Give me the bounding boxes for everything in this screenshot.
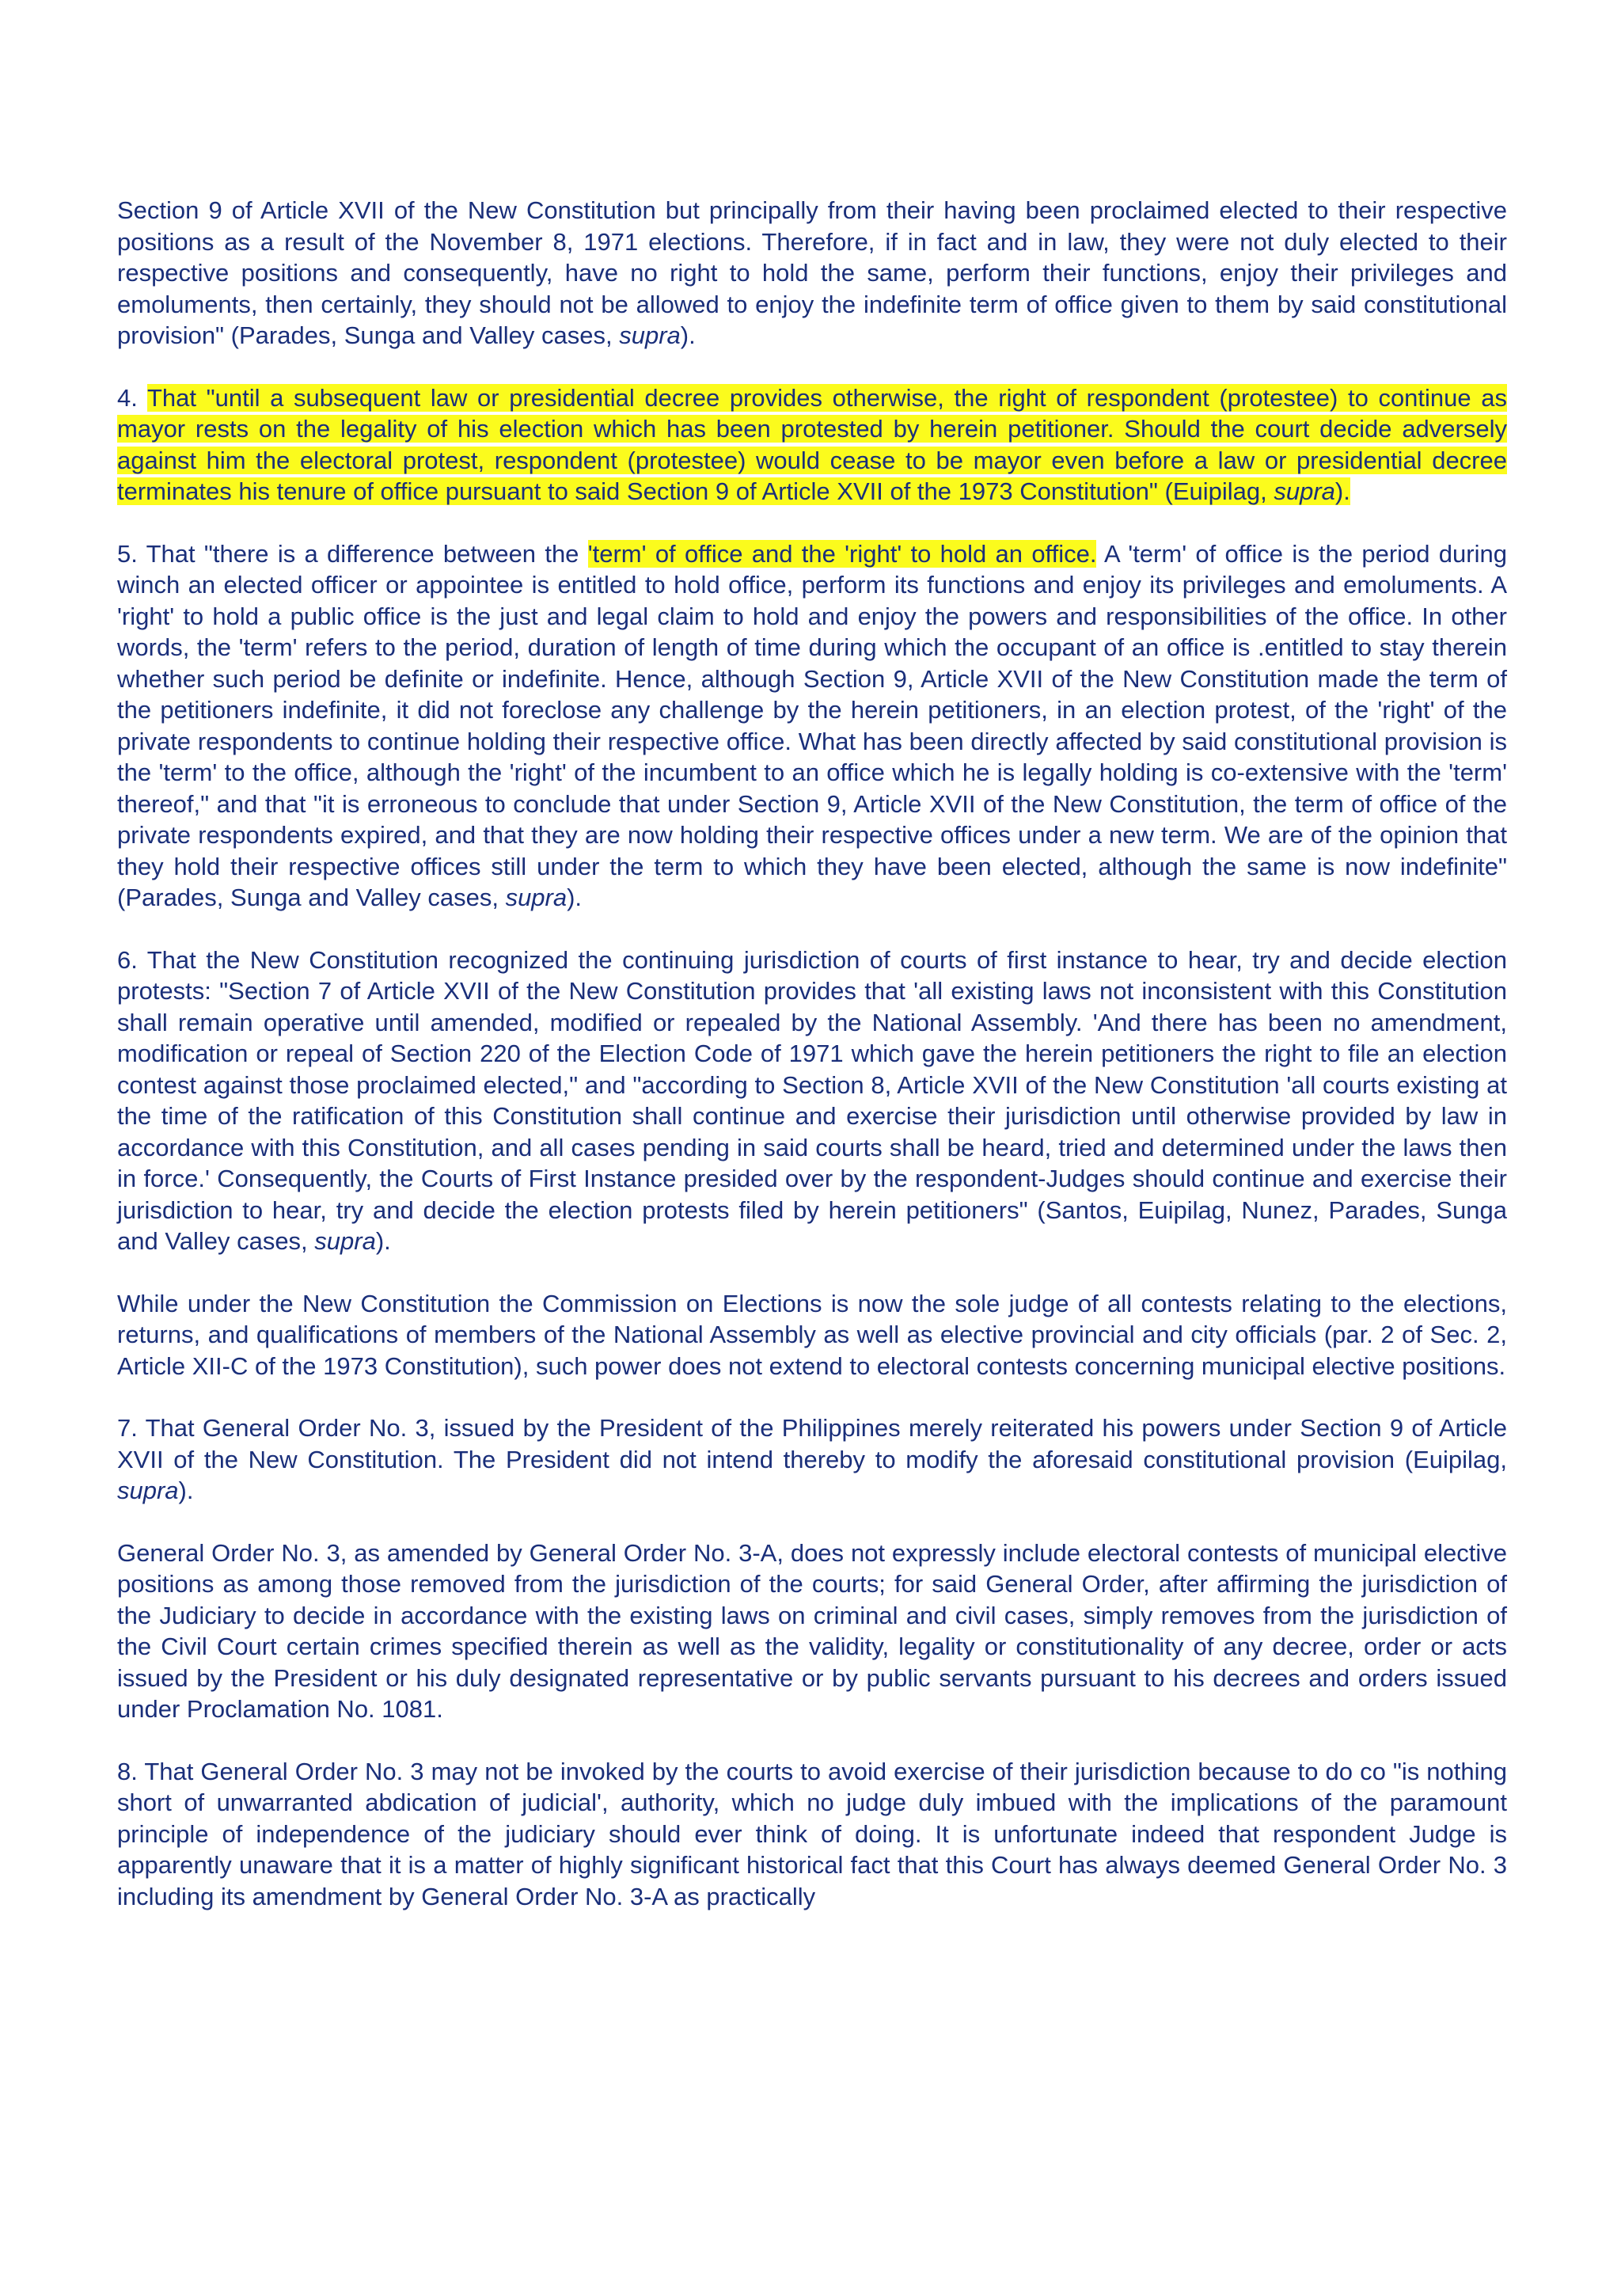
document-page <box>117 195 1507 1943</box>
highlighted-text: 'term' of office and the 'right' to hold an office. <box>587 539 1097 568</box>
text-segment: A 'term' of office is the period during winch an elected officer or appointee is entitled to hold office, perform its functions and enjoy its privileges and emoluments. A 'right' to hold a public office is the just and legal claim to hold and enjoy the powers and responsibilities of the office. In other words, the 'term' refers to the period, duration of length of time during which the occupant of an office is .entitled to stay therein whether such period be definite or indefinite. Hence, although Section 9, Article XVII of the New Constitution made the term of the petitioners indefinite, it did not foreclose any challenge by the herein petitioners, in an election protest, of the 'right' of the private respondents to continue holding their respective office. What has been directly affected by said constitutional provision is the 'term' to the office, although the 'right' of the incumbent to an office which he is legally holding is co-extensive with the 'term' thereof," and that "it is erroneous to conclude that under Section 9, Article XVII of the New Constitution, the term of office of the private respondents expired, and that they are now holding their respective offices under a new term. We are of the opinion that they hold their respective offices still under the term to which they have been elected, although the same is now indefinite" (Parades, Sunga and Valley cases, <box>117 539 1507 911</box>
paragraph <box>117 538 1507 914</box>
italic-citation: supra <box>619 321 681 349</box>
highlighted-text: That "until a subsequent law or presidential decree provides otherwise, the right of respondent (protestee) to continue as mayor rests on the legality of his election which has been protested by herein petitioner. Should the court decide adversely against him the electoral protest, respondent (protestee) would cease to be mayor even before a law or presidential decree terminates his tenure of office pursuant to said Section 9 of Article XVII of the 1973 Constitution" (Euipilag, <box>117 383 1508 505</box>
text-segment: General Order No. 3, as amended by General Order No. 3-A, does not expressly include electoral contests of municipal elective positions as among those removed from the jurisdiction of the courts; for said General Order, after affirming the jurisdiction of the Judiciary to decide in accordance with the existing laws on criminal and civil cases, simply removes from the jurisdiction of the Civil Court certain crimes specified therein as well as the validity, legality or constitutionality of any decree, order or acts issued by the President or his duly designated representative or by public servants pursuant to his decrees and orders issued under Proclamation No. 1081. <box>117 1538 1507 1723</box>
text-segment: 6. That the New Constitution recognized the continuing jurisdiction of courts of first instance to hear, try and decide election protests: "Section 7 of Article XVII of the New Constitution provides that 'all existing laws not inconsistent with this Constitution shall remain operative until amended, modified or repealed by the National Assembly. 'And there has been no amendment, modification or repeal of Section 220 of the Election Code of 1971 which gave the herein petitioners the right to file an election contest against those proclaimed elected," and "according to Section 8, Article XVII of the New Constitution 'all courts existing at the time of the ratification of this Constitution shall continue and exercise their jurisdiction until otherwise provided by law in accordance with this Constitution, and all cases pending in said courts shall be heard, tried and determined under the laws then in force.' Consequently, the Courts of First Instance presided over by the respondent-Judges should continue and exercise their jurisdiction to hear, try and decide the election protests filed by herein petitioners" (Santos, Euipilag, Nunez, Parades, Sunga and Valley cases, <box>117 945 1507 1255</box>
highlighted-text: ). <box>1334 477 1350 505</box>
paragraph <box>117 1412 1507 1507</box>
text-segment: 4. <box>117 383 147 412</box>
paragraph <box>117 382 1507 507</box>
text-segment: ). <box>178 1477 194 1504</box>
text-segment: While under the New Constitution the Commission on Elections is now the sole judge of all contests relating to the elections, returns, and qualifications of members of the National Assembly as well as elective provincial and city officials (par. 2 of Sec. 2, Article XII-C of the 1973 Constitution), such power does not extend to electoral contests concerning municipal elective positions. <box>117 1289 1507 1380</box>
text-segment: 8. That General Order No. 3 may not be invoked by the courts to avoid exercise of their jurisdiction because to do co "is nothing short of unwarranted abdication of judicial', authority, which no judge duly imbued with the implications of the paramount principle of independence of the judiciary should ever think of doing. It is unfortunate indeed that respondent Judge is apparently unaware that it is a matter of highly significant historical fact that this Court has always deemed General Order No. 3 including its amendment by General Order No. 3-A as practically <box>117 1757 1507 1910</box>
highlighted-italic-citation: supra <box>1274 477 1335 505</box>
italic-citation: supra <box>505 884 568 911</box>
paragraph <box>117 195 1507 352</box>
paragraph <box>117 945 1507 1257</box>
italic-citation: supra <box>117 1477 179 1504</box>
paragraph <box>117 1538 1507 1725</box>
text-segment: 7. That General Order No. 3, issued by the President of the Philippines merely reiterated his powers under Section 9 of Article XVII of the New Constitution. The President did not intend thereby to modify the aforesaid constitutional provision (Euipilag, <box>117 1414 1507 1473</box>
text-segment: ). <box>375 1227 391 1255</box>
paragraph <box>117 1288 1507 1382</box>
italic-citation: supra <box>314 1227 376 1255</box>
text-segment: ). <box>567 884 583 911</box>
text-segment: 5. That "there is a difference between the <box>117 539 588 568</box>
paragraph <box>117 1756 1507 1913</box>
text-segment: ). <box>680 321 696 349</box>
text-segment: Section 9 of Article XVII of the New Constitution but principally from their having been proclaimed elected to their respective positions as a result of the November 8, 1971 elections. Therefore, if in fact and in law, they were not duly elected to their respective positions and consequently, have no right to hold the same, perform their functions, enjoy their privileges and emoluments, then certainly, they should not be allowed to enjoy the indefinite term of office given to them by said constitutional provision" (Parades, Sunga and Valley cases, <box>117 196 1507 349</box>
